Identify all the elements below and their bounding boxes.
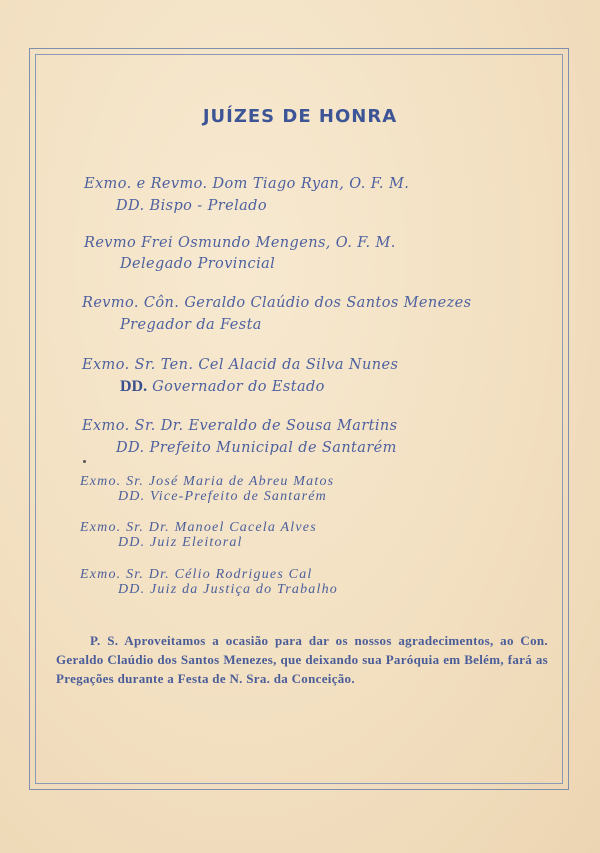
stray-dot <box>83 460 86 463</box>
honoree-4-dd-prefix: DD. <box>120 378 148 395</box>
honoree-3-role: Pregador da Festa <box>120 317 262 333</box>
honoree-4-role: Governador do Estado <box>152 379 325 395</box>
honoree-5-name: Exmo. Sr. Dr. Everaldo de Sousa Martins <box>82 418 398 434</box>
honoree-6-name: Exmo. Sr. José Maria de Abreu Matos <box>80 474 335 489</box>
honoree-8-name: Exmo. Sr. Dr. Célio Rodrigues Cal <box>80 567 313 582</box>
honoree-7-name: Exmo. Sr. Dr. Manoel Cacela Alves <box>80 520 317 535</box>
honoree-2-name: Revmo Frei Osmundo Mengens, O. F. M. <box>84 235 396 251</box>
honoree-4-name: Exmo. Sr. Ten. Cel Alacid da Silva Nunes <box>82 357 399 373</box>
honoree-1-name: Exmo. e Revmo. Dom Tiago Ryan, O. F. M. <box>84 176 410 192</box>
honoree-5-role: DD. Prefeito Municipal de Santarém <box>116 440 397 456</box>
honoree-1-role: DD. Bispo - Prelado <box>116 198 267 214</box>
honoree-2-role: Delegado Provincial <box>120 256 276 272</box>
honoree-4-role-line <box>120 378 325 396</box>
honoree-8-role: DD. Juiz da Justiça do Trabalho <box>118 582 338 597</box>
honoree-7-role: DD. Juiz Eleitoral <box>118 535 243 550</box>
postscript-text: P. S. Aproveitamos a ocasião para dar os nossos agradecimentos, ao Con. Geraldo Claúdio dos Santos Menezes, que deixando sua Paróquia em Belém, fará as Pregações durante a Festa de N. Sra. da Conceição. <box>56 633 548 686</box>
postscript <box>56 631 548 688</box>
honoree-6-role: DD. Vice-Prefeito de Santarém <box>118 489 327 504</box>
page-title: JUÍZES DE HONRA <box>202 106 398 127</box>
honoree-3-name: Revmo. Côn. Geraldo Claúdio dos Santos Menezes <box>82 295 472 311</box>
